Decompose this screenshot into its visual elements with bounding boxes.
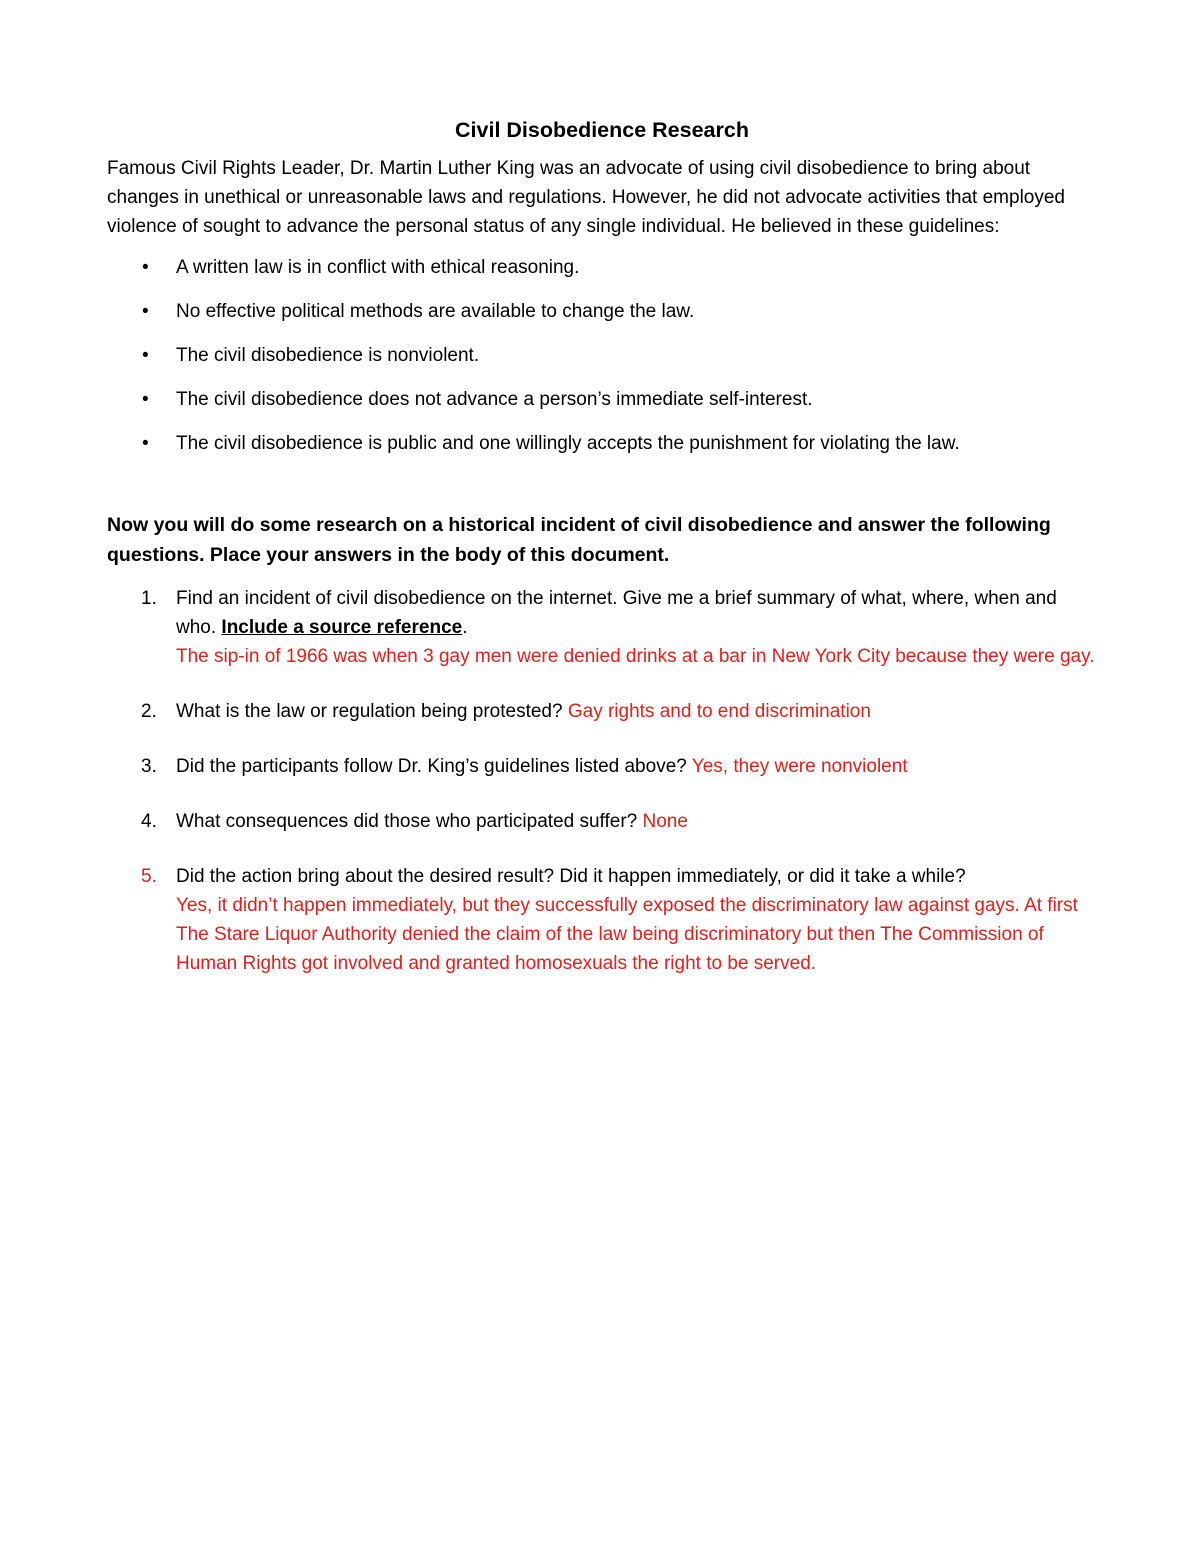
answer-text: None xyxy=(642,811,688,832)
question-item xyxy=(107,697,1097,726)
question-number: 4. xyxy=(141,811,157,832)
question-text: Did the participants follow Dr. King’s guidelines listed above? xyxy=(176,756,692,777)
document-page xyxy=(107,112,1097,1004)
question-item xyxy=(107,752,1097,781)
guideline-item xyxy=(107,385,1097,414)
guideline-item xyxy=(107,429,1097,458)
answer-text: Gay rights and to end discrimination xyxy=(567,701,871,722)
intro-paragraph: Famous Civil Rights Leader, Dr. Martin Luther King was an advocate of using civil disobedience to bring about changes in unethical or unreasonable laws and regulations. However, he did not advocate activities that employed violence of sought to advance the personal status of any single individual. He believed in these guidelines: xyxy=(107,158,1065,237)
guidelines-list xyxy=(107,253,1097,458)
guideline-item xyxy=(107,297,1097,326)
question-text: What is the law or regulation being protested? xyxy=(176,701,568,722)
question-text: Did the action bring about the desired result? Did it happen immediately, or did it take a while? xyxy=(176,866,966,887)
guideline-item xyxy=(107,253,1097,282)
answer-text: Yes, it didn’t happen immediately, but they successfully exposed the discriminatory law against gays. At first The Stare Liquor Authority denied the claim of the law being discriminatory but then The Commission of Human Rights got involved and granted homosexuals the right to be served. xyxy=(176,895,1078,974)
guideline-text: A written law is in conflict with ethical reasoning. xyxy=(176,257,580,278)
question-number: 1. xyxy=(141,588,157,609)
question-item xyxy=(107,584,1097,671)
questions-list xyxy=(107,584,1097,978)
question-number: 5. xyxy=(141,866,157,887)
guideline-text: The civil disobedience is nonviolent. xyxy=(176,345,480,366)
bullet-icon: • xyxy=(142,389,149,410)
question-item xyxy=(107,807,1097,836)
bullet-icon: • xyxy=(142,433,149,454)
answer-text: Yes, they were nonviolent xyxy=(691,756,908,777)
bullet-icon: • xyxy=(142,345,149,366)
bullet-icon: • xyxy=(142,301,149,322)
instructions-paragraph: Now you will do some research on a historical incident of civil disobedience and answer the following questions. Place your answers in the body of this document. xyxy=(107,514,1051,566)
question-text: What consequences did those who participated suffer? xyxy=(176,811,643,832)
guideline-item xyxy=(107,341,1097,370)
guideline-text: The civil disobedience does not advance a person’s immediate self-interest. xyxy=(176,389,813,410)
question-text: Find an incident of civil disobedience on the internet. Give me a brief summary of what, where, when and who. xyxy=(176,588,1057,638)
document-title: Civil Disobedience Research xyxy=(455,118,749,142)
question-punctuation: . xyxy=(462,617,468,638)
bullet-icon: • xyxy=(142,257,149,278)
guideline-text: No effective political methods are available to change the law. xyxy=(176,301,695,322)
source-reference-label: Include a source reference xyxy=(221,617,463,638)
question-number: 2. xyxy=(141,701,157,722)
guideline-text: The civil disobedience is public and one willingly accepts the punishment for violating the law. xyxy=(176,433,960,454)
answer-text: The sip-in of 1966 was when 3 gay men were denied drinks at a bar in New York City because they were gay. xyxy=(176,646,1095,667)
question-item xyxy=(107,862,1097,978)
question-number: 3. xyxy=(141,756,157,777)
